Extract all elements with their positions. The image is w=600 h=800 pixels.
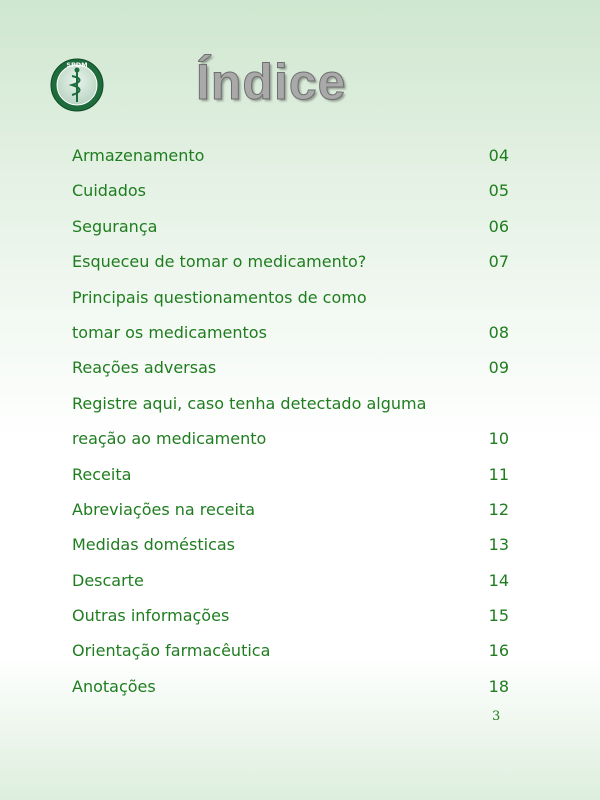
toc-entry[interactable] [72,244,512,279]
toc-entry-label: Cuidados [72,181,146,201]
toc-entry-page: 08 [488,322,509,342]
toc-entry[interactable] [72,209,512,244]
logo-text: SPDM [66,61,88,69]
toc-entry-page: 06 [488,216,509,236]
toc-entry-label: Principais questionamentos de como [72,287,367,307]
toc-entry-page: 15 [488,606,509,626]
toc-entry-page: 07 [488,252,509,272]
toc-entry-page: 12 [488,499,509,519]
toc-entry[interactable] [72,421,512,456]
toc-entry[interactable] [72,138,512,173]
toc-entry-label: Esqueceu de tomar o medicamento? [72,252,367,272]
toc-entry[interactable] [72,457,512,492]
toc-entry-label: tomar os medicamentos [72,322,267,342]
toc-entry-label: Segurança [72,216,158,236]
toc-entry[interactable] [72,173,512,208]
toc-entry-page: 09 [488,358,509,378]
toc-entry[interactable] [72,563,512,598]
page-title: Índice [196,54,347,110]
toc-entry[interactable] [72,492,512,527]
toc-entry-label: Receita [72,464,132,484]
toc-entry-label: reação ao medicamento [72,429,267,449]
toc-entry-label: Registre aqui, caso tenha detectado alguma [72,393,427,413]
toc-entry-page: 11 [488,464,509,484]
toc-entry-page: 18 [488,676,509,696]
toc-entry-label: Orientação farmacêutica [72,641,271,661]
toc-entry-page: 16 [488,641,509,661]
toc-entry-label: Medidas domésticas [72,535,235,555]
toc-entry-page: 13 [488,535,509,555]
toc-entry[interactable] [72,598,512,633]
toc-entry-label: Armazenamento [72,146,205,165]
toc-entry-label: Outras informações [72,606,230,626]
page-number: 3 [492,709,501,724]
toc-entry-label: Abreviações na receita [72,499,256,519]
toc-entry[interactable] [72,527,512,562]
table-of-contents [72,138,512,704]
toc-entry[interactable] [72,386,512,421]
toc-entry-page: 10 [488,429,509,449]
toc-entry[interactable] [72,315,512,350]
toc-entry[interactable] [72,669,512,704]
toc-entry-label: Anotações [72,676,156,696]
toc-entry-page: 14 [488,570,509,590]
toc-entry[interactable] [72,280,512,315]
spdm-logo [50,58,104,112]
toc-entry-label: Descarte [72,570,144,590]
toc-entry[interactable] [72,633,512,668]
toc-entry-label: Reações adversas [72,358,217,378]
toc-entry-page: 04 [488,146,509,165]
toc-entry-page: 05 [488,181,509,201]
toc-entry[interactable] [72,350,512,385]
